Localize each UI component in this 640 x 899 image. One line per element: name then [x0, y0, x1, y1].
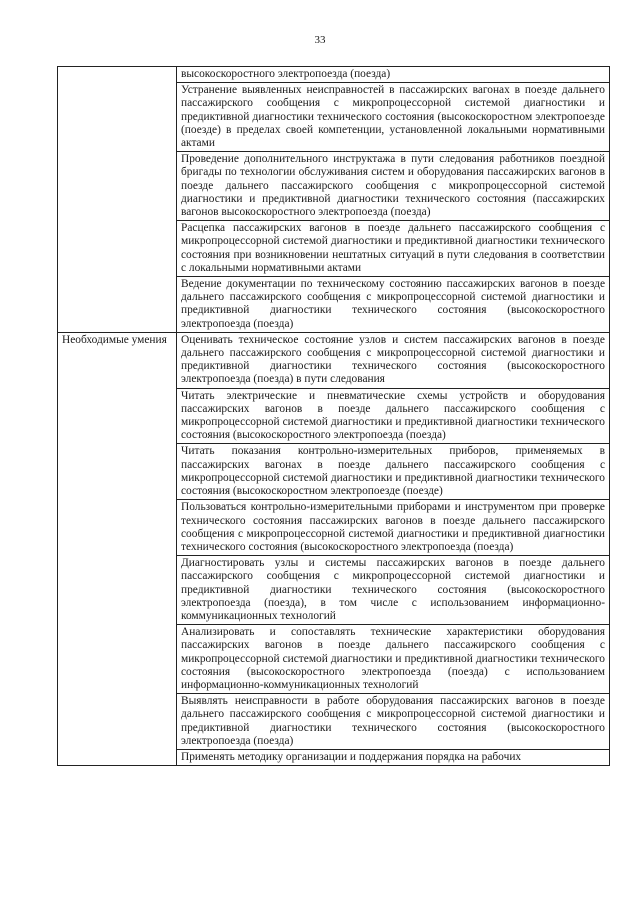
table-cell: Оценивать техническое состояние узлов и систем пассажирских вагонов в поезде дальнего пассажирского сообщения с микропроцессорной системой диагностики и предиктивной диагностики технического состояния (высокоскоростного электропоезда (поезда) в пути следования — [177, 332, 610, 388]
table-cell: Читать показания контрольно-измерительных приборов, применяемых в пассажирских вагонах в поезде дальнего пассажирского сообщения с микропроцессорной системой диагностики и предиктивной диагностики технического состояния (высокоскоростном электропоезде (поезде) — [177, 444, 610, 500]
table-row — [58, 67, 610, 83]
table-row — [58, 332, 610, 388]
table-cell: Выявлять неисправности в работе оборудования пассажирских вагонов в поезде дальнего пассажирского сообщения с микропроцессорной системой диагностики и предиктивной диагностики технического состояния (высокоскоростного электропоезда (поезда) — [177, 694, 610, 750]
section-label: Необходимые умения — [58, 332, 177, 765]
table-cell: Применять методику организации и поддержания порядка на рабочих — [177, 749, 610, 765]
page-number: 33 — [314, 34, 326, 46]
table-cell: Проведение дополнительного инструктажа в пути следования работников поездной бригады по технологии обслуживания систем и оборудования пассажирских вагонов в поезде дальнего пассажирского сообщения с микропроцессорной системой диагностики и предиктивной диагностики технического состояния (пассажирских вагонов высокоскоростного электропоезда (поезда) — [177, 152, 610, 221]
table-cell: Анализировать и сопоставлять технические характеристики оборудования пассажирских вагонов в поезде дальнего пассажирского сообщения с микропроцессорной системой диагностики и предиктивной диагностики технического состояния (высокоскоростного электропоезда (поезда) с использованием информационно-коммуникационных технологий — [177, 625, 610, 694]
table-cell: Читать электрические и пневматические схемы устройств и оборудования пассажирских вагонов в поезде дальнего пассажирского сообщения с микропроцессорной системой диагностики и предиктивной диагностики технического состояния (высокоскоростного электропоезда (поезда) — [177, 388, 610, 444]
table-cell: Диагностировать узлы и системы пассажирских вагонов в поезде дальнего пассажирского сообщения с микропроцессорной системой диагностики и предиктивной диагностики технического состояния (высокоскоростного электропоезда (поезда), в том числе с использованием информационно-коммуникационных технологий — [177, 556, 610, 625]
table-cell: Расцепка пассажирских вагонов в поезде дальнего пассажирского сообщения с микропроцессорной системой диагностики и предиктивной диагностики технического состояния при возникновении нештатных ситуаций в пути следования в соответствии с локальными нормативными актами — [177, 221, 610, 277]
section-label — [58, 67, 177, 333]
table-cell: высокоскоростного электропоезда (поезда) — [177, 67, 610, 83]
table-cell: Ведение документации по техническому состоянию пассажирских вагонов в поезде дальнего пассажирского сообщения с микропроцессорной системой диагностики и предиктивной диагностики технического состояния (высокоскоростного электропоезда (поезда) — [177, 277, 610, 333]
requirements-table — [57, 66, 610, 766]
table-cell: Устранение выявленных неисправностей в пассажирских вагонах в поезде дальнего пассажирского сообщения с микропроцессорной системой диагностики и предиктивной диагностики технического состояния (высокоскоростном электропоезде (поезде) в пределах своей компетенции, установленной локальными нормативными актами — [177, 83, 610, 152]
page-bottom-margin — [0, 858, 640, 899]
table-cell: Пользоваться контрольно-измерительными приборами и инструментом при проверке технического состояния пассажирских вагонов в поезде дальнего пассажирского сообщения с микропроцессорной системой диагностики и предиктивной диагностики технического состояния (высокоскоростного электропоезда (поезда) — [177, 500, 610, 556]
